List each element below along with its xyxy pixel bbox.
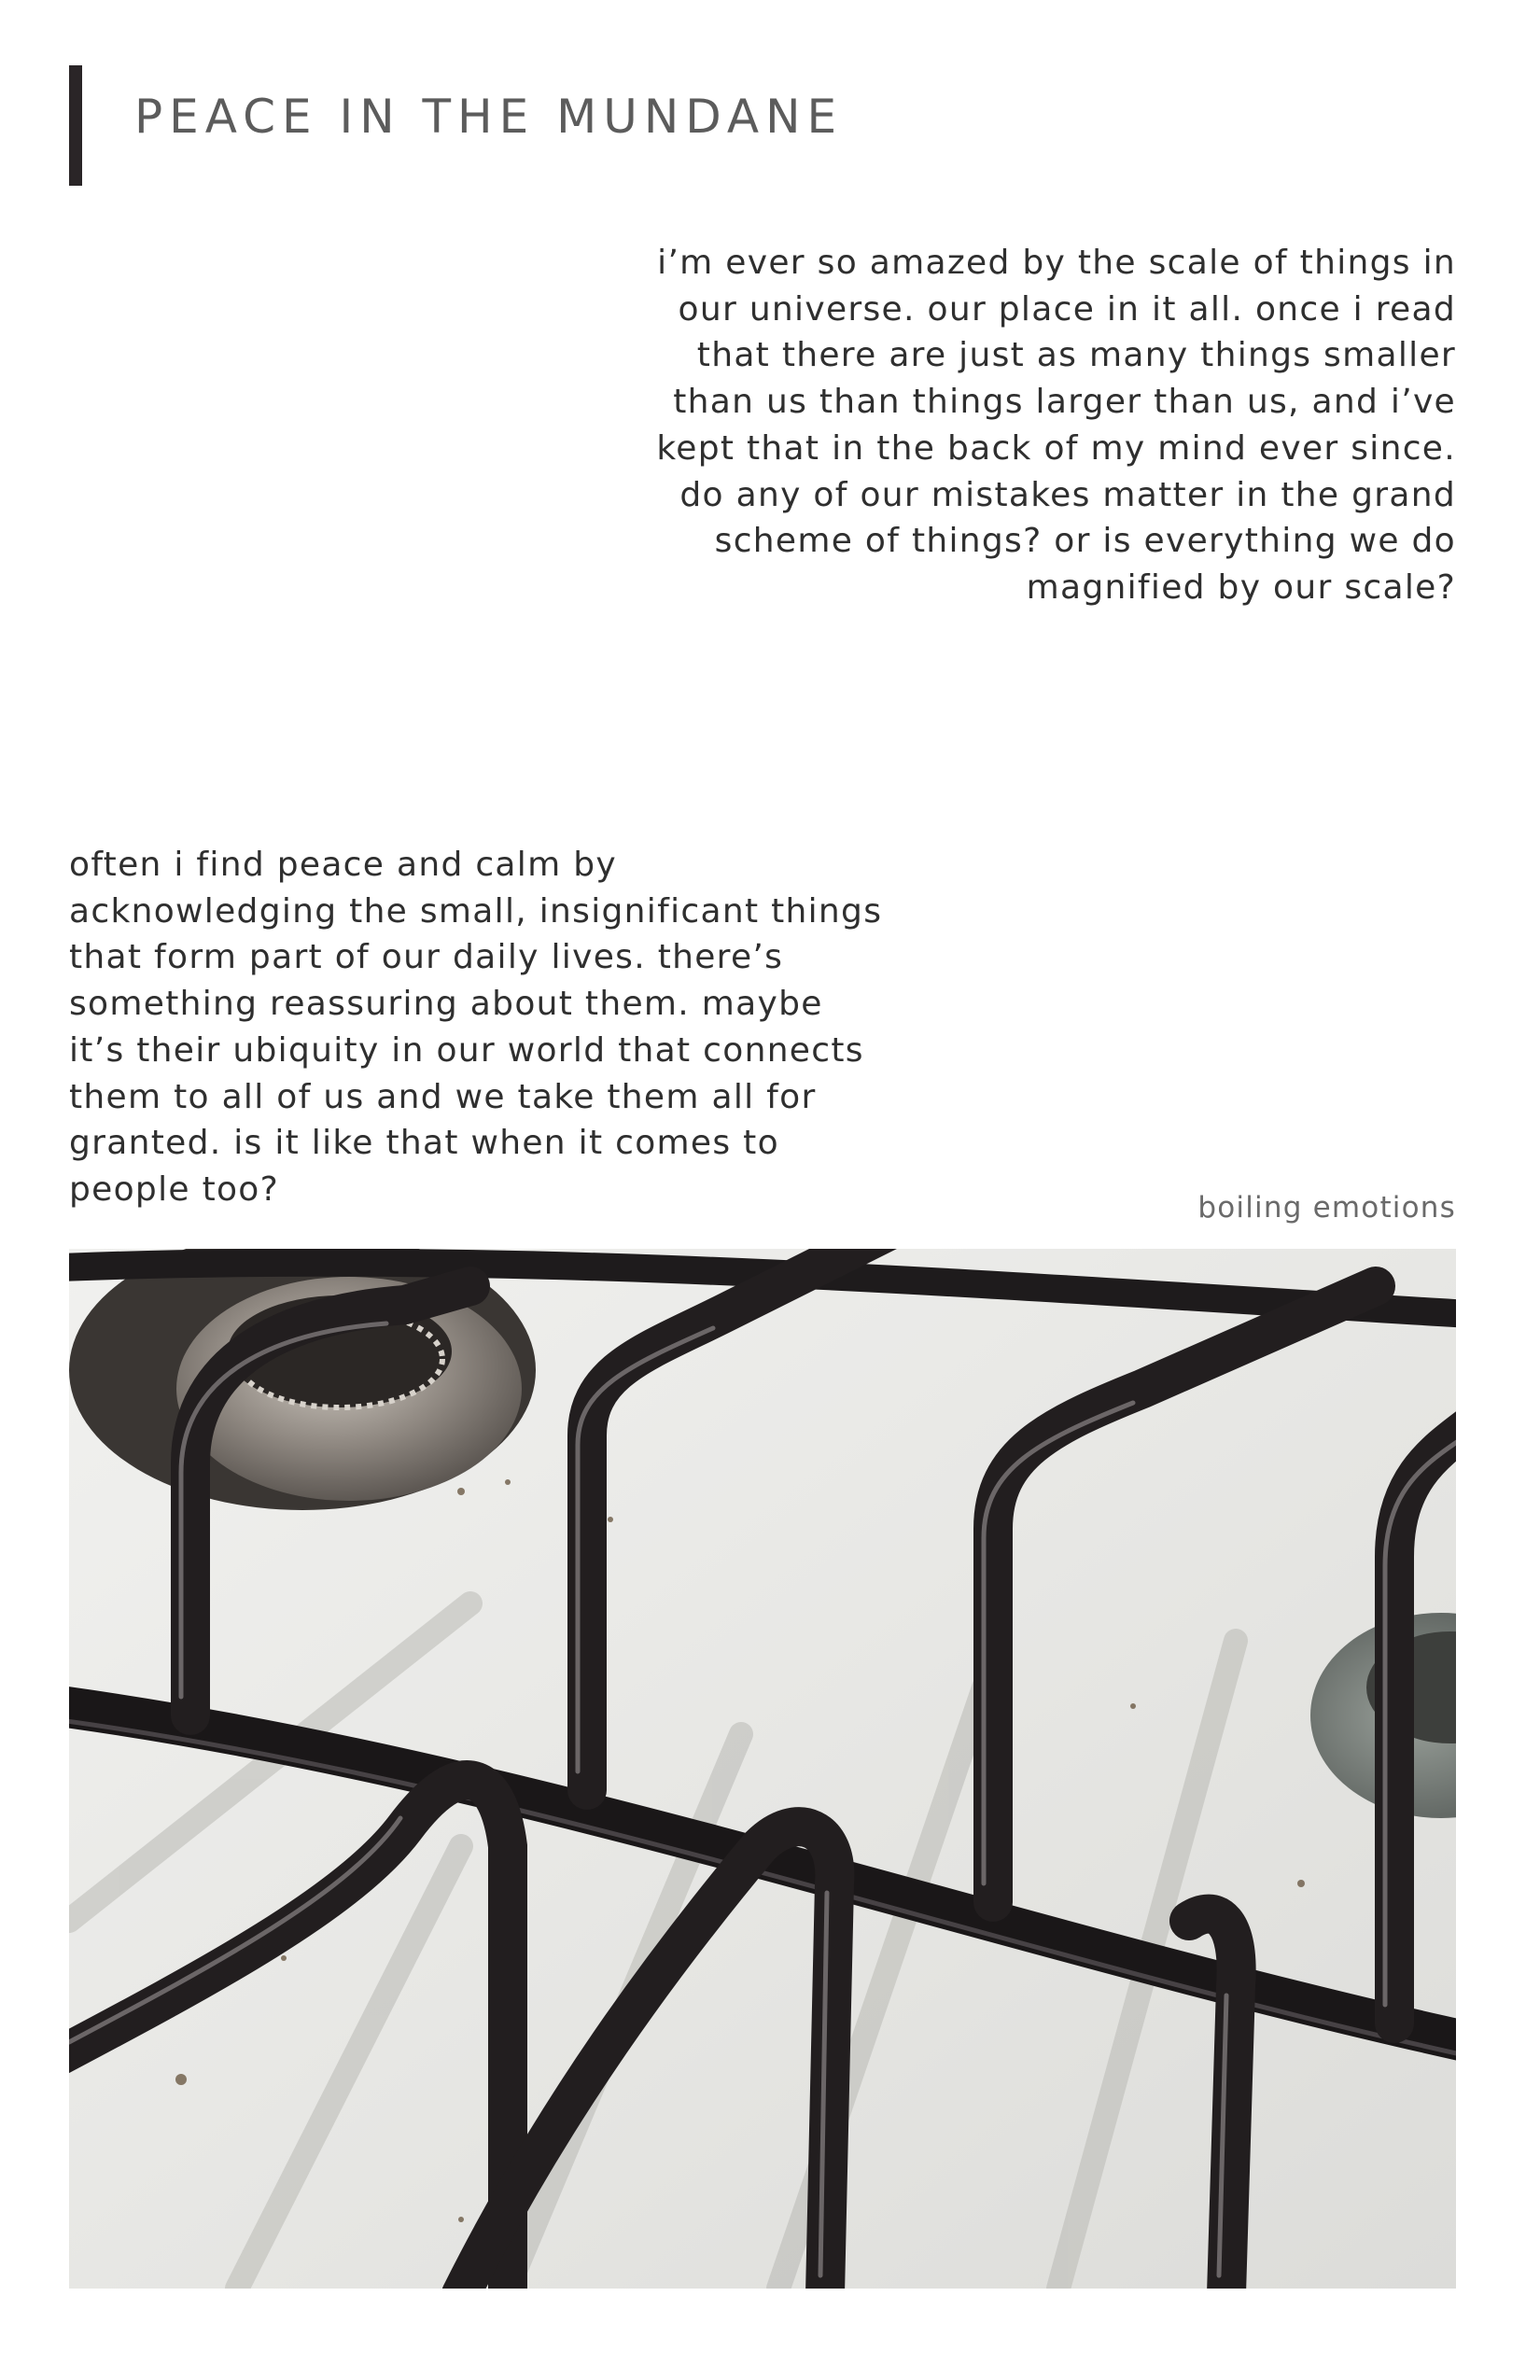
paragraph-line: granted. is it like that when it comes to bbox=[69, 1124, 779, 1163]
paragraph-line: scheme of things? or is everything we do bbox=[714, 522, 1456, 561]
paragraph-line: i’m ever so amazed by the scale of things in bbox=[657, 244, 1456, 282]
paragraph-line: them to all of us and we take them all for bbox=[69, 1077, 817, 1116]
paragraph-line: than us than things larger than us, and i’ve bbox=[673, 383, 1456, 422]
paragraph-line: our universe. our place in it all. once i read bbox=[678, 289, 1456, 329]
page-title: PEACE IN THE MUNDANE bbox=[134, 90, 844, 144]
stove-grate-photo bbox=[69, 1249, 1456, 2289]
paragraph-line: that form part of our daily lives. there’s bbox=[69, 938, 784, 977]
paragraph-line: something reassuring about them. maybe bbox=[69, 985, 823, 1024]
paragraph-scale-of-things bbox=[656, 240, 1456, 611]
paragraph-line: it’s their ubiquity in our world that connects bbox=[69, 1030, 864, 1070]
title-accent-bar bbox=[69, 65, 82, 186]
stove-grate-illustration bbox=[69, 1249, 1456, 2289]
paragraph-line: kept that in the back of my mind ever since. bbox=[656, 428, 1456, 468]
paragraph-line: often i find peace and calm by bbox=[69, 846, 617, 884]
paragraph-line: that there are just as many things smaller bbox=[696, 336, 1456, 375]
paragraph-line: people too? bbox=[69, 1169, 280, 1209]
paragraph-line: do any of our mistakes matter in the grand bbox=[679, 475, 1456, 514]
paragraph-line: magnified by our scale? bbox=[1026, 567, 1456, 607]
paragraph-line: acknowledging the small, insignificant things bbox=[69, 891, 883, 931]
paragraph-small-things bbox=[69, 842, 882, 1213]
photo-caption: boiling emotions bbox=[1197, 1191, 1456, 1225]
